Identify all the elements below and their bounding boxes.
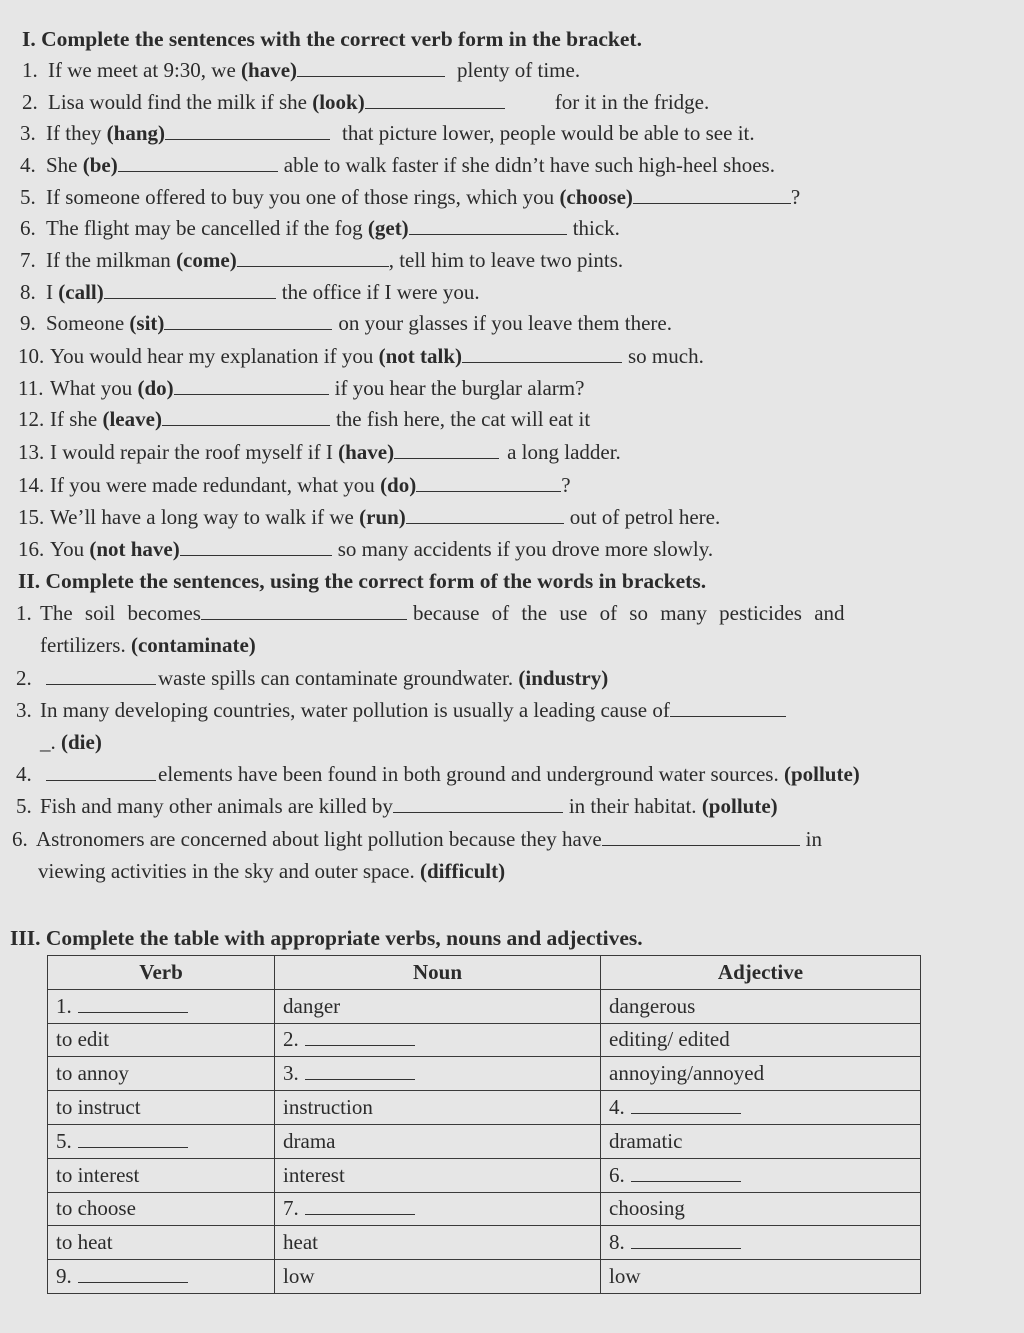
verb-cue: (get)	[367, 216, 409, 240]
item-number: 4.	[16, 762, 32, 786]
item-number: 7.	[20, 248, 36, 272]
cell-adjective	[601, 1192, 921, 1226]
blank-number: 1.	[56, 993, 72, 1018]
answer-blank[interactable]	[393, 794, 563, 813]
item-text: elements have been found in both ground and underground water sources.	[158, 762, 779, 786]
cell-adjective	[601, 1023, 921, 1057]
answer-blank[interactable]	[409, 216, 567, 235]
item-number: 14.	[18, 473, 45, 497]
table-row	[48, 1226, 921, 1260]
cell-text: choosing	[609, 1196, 685, 1221]
cell-verb[interactable]	[48, 1260, 275, 1294]
answer-blank[interactable]	[174, 376, 329, 395]
item-number: 13.	[18, 440, 45, 464]
item-number: 1.	[16, 601, 32, 625]
item-text: If the milkman	[46, 248, 177, 272]
cell-text: to interest	[56, 1162, 140, 1187]
verb-cue: (do)	[380, 473, 417, 497]
table-row	[48, 1057, 921, 1091]
exercise-1-item	[18, 503, 720, 531]
item-text-end: on your glasses if you leave them there.	[338, 311, 672, 335]
item-text: You would hear my explanation if you	[50, 344, 379, 368]
blank-number: 5.	[56, 1128, 72, 1153]
cell-noun	[275, 1124, 601, 1158]
item-text: We’ll have a long way to walk if we	[50, 505, 360, 529]
cell-verb	[48, 1158, 275, 1192]
item-text: Astronomers are concerned about light pollution because they have	[36, 827, 602, 851]
blank-number: 8.	[609, 1230, 625, 1255]
cell-adjective	[601, 1057, 921, 1091]
item-text: fertilizers.	[40, 633, 126, 657]
verb-cue: (have)	[241, 58, 298, 82]
item-text: I	[46, 280, 59, 304]
answer-blank[interactable]	[46, 762, 156, 781]
item-number: 5.	[16, 794, 32, 818]
cell-noun[interactable]	[275, 1192, 601, 1226]
item-text-end: out of petrol here.	[569, 505, 721, 529]
item-number: 1.	[22, 58, 38, 82]
item-text-end: that picture lower, people would be able to see it.	[342, 121, 755, 145]
answer-blank[interactable]	[164, 311, 332, 330]
answer-blank[interactable]	[118, 153, 278, 172]
answer-blank[interactable]	[180, 537, 332, 556]
cell-text: to choose	[56, 1196, 136, 1221]
answer-blank[interactable]	[165, 121, 330, 140]
cell-text: drama	[283, 1128, 336, 1153]
answer-blank[interactable]	[237, 248, 389, 267]
exercise-2-item	[16, 599, 845, 627]
cell-noun	[275, 1226, 601, 1260]
exercise-1-item	[18, 405, 590, 433]
word-cue: (pollute)	[701, 794, 778, 818]
exercise-1-item	[20, 246, 623, 274]
item-text-end: because of the use of so many pesticides and	[412, 601, 845, 625]
cell-text: annoying/annoyed	[609, 1061, 765, 1086]
cell-verb[interactable]	[48, 989, 275, 1023]
cell-text: to edit	[56, 1027, 110, 1052]
item-text: If we meet at 9:30, we	[48, 58, 242, 82]
item-text-end: in	[805, 827, 822, 851]
table-row	[48, 989, 921, 1023]
verb-cue: (leave)	[102, 407, 162, 431]
table-row	[48, 1192, 921, 1226]
cell-adjective	[601, 1260, 921, 1294]
blank-number: 9.	[56, 1264, 72, 1289]
item-text-end: in their habitat.	[568, 794, 697, 818]
exercise-2-item	[16, 696, 792, 724]
answer-blank[interactable]	[297, 58, 445, 77]
cell-text: danger	[283, 993, 341, 1018]
item-text-end: ?	[790, 185, 801, 209]
verb-cue: (call)	[58, 280, 104, 304]
verb-cue: (sit)	[129, 311, 165, 335]
blank-number: 7.	[283, 1196, 299, 1221]
cell-noun[interactable]	[275, 1057, 601, 1091]
item-text-end: the fish here, the cat will eat it	[335, 407, 591, 431]
item-number: 3.	[20, 121, 36, 145]
item-text-end: , tell him to leave two pints.	[388, 248, 624, 272]
word-cue: (contaminate)	[130, 633, 256, 657]
answer-blank[interactable]	[365, 90, 505, 109]
answer-blank[interactable]	[633, 185, 791, 204]
cell-noun	[275, 989, 601, 1023]
cell-adjective[interactable]	[601, 1091, 921, 1125]
cell-verb	[48, 1192, 275, 1226]
cell-adjective[interactable]	[601, 1158, 921, 1192]
item-text: _.	[40, 730, 56, 754]
word-cue: (difficult)	[419, 859, 506, 883]
item-text: If you were made redundant, what you	[50, 473, 381, 497]
exercise-2-item-continuation	[40, 631, 256, 659]
cell-text: to instruct	[56, 1095, 141, 1120]
answer-blank[interactable]	[305, 1200, 415, 1215]
cell-verb[interactable]	[48, 1124, 275, 1158]
exercise-1-item	[20, 309, 672, 337]
table-row	[48, 1091, 921, 1125]
item-number: 11.	[18, 376, 44, 400]
item-text-end: so much.	[628, 344, 704, 368]
header-adjective: Adjective	[601, 956, 921, 990]
item-text-end: thick.	[572, 216, 620, 240]
section-2-title: II. Complete the sentences, using the correct form of the words in brackets.	[18, 569, 707, 593]
item-text: viewing activities in the sky and outer space.	[38, 859, 415, 883]
answer-blank[interactable]	[162, 407, 330, 426]
table-row	[48, 1260, 921, 1294]
item-text: She	[46, 153, 83, 177]
exercise-2-item	[12, 825, 822, 853]
cell-verb	[48, 1091, 275, 1125]
verb-cue: (have)	[338, 440, 395, 464]
cell-text: instruction	[283, 1095, 373, 1120]
item-number: 2.	[16, 666, 32, 690]
answer-blank[interactable]	[631, 1167, 741, 1182]
exercise-2-item	[16, 792, 778, 820]
item-number: 15.	[18, 505, 45, 529]
item-text: The soil becomes	[40, 601, 201, 625]
item-text-end: if you hear the burglar alarm?	[334, 376, 585, 400]
cell-text: dangerous	[609, 993, 696, 1018]
blank-number: 4.	[609, 1095, 625, 1120]
cell-noun	[275, 1091, 601, 1125]
cell-adjective	[601, 1124, 921, 1158]
answer-blank[interactable]	[78, 998, 188, 1013]
item-number: 6.	[20, 216, 36, 240]
answer-blank[interactable]	[46, 666, 156, 685]
verb-cue: (run)	[359, 505, 406, 529]
item-text: In many developing countries, water pollution is usually a leading cause of	[40, 698, 670, 722]
table-row	[48, 1158, 921, 1192]
blank-number: 6.	[609, 1162, 625, 1187]
answer-blank[interactable]	[305, 1031, 415, 1046]
cell-text: low	[283, 1264, 315, 1289]
cell-text: low	[609, 1264, 641, 1289]
cell-text: heat	[283, 1230, 318, 1255]
item-text: You	[50, 537, 90, 561]
item-number: 2.	[22, 90, 38, 114]
answer-blank[interactable]	[305, 1065, 415, 1080]
header-verb: Verb	[48, 956, 275, 990]
cell-adjective[interactable]	[601, 1226, 921, 1260]
cell-text: to heat	[56, 1230, 113, 1255]
answer-blank[interactable]	[602, 827, 800, 846]
header-noun: Noun	[275, 956, 601, 990]
exercise-2-item-continuation	[38, 857, 505, 885]
item-text: Someone	[46, 311, 130, 335]
verb-cue: (be)	[82, 153, 118, 177]
cell-text: interest	[283, 1162, 345, 1187]
verb-cue: (hang)	[106, 121, 166, 145]
cell-noun[interactable]	[275, 1023, 601, 1057]
exercise-1-item	[18, 342, 704, 370]
word-form-table	[47, 955, 921, 1294]
word-cue: (industry)	[518, 666, 609, 690]
answer-blank[interactable]	[631, 1234, 741, 1249]
exercise-1-item	[22, 56, 580, 84]
item-text: What you	[50, 376, 138, 400]
exercise-1-item	[20, 151, 775, 179]
exercise-1-item	[18, 374, 584, 402]
item-text-end: the office if I were you.	[281, 280, 480, 304]
word-cue: (pollute)	[783, 762, 860, 786]
cell-verb	[48, 1057, 275, 1091]
item-text-end: so many accidents if you drove more slowly.	[337, 537, 714, 561]
item-text-end: ?	[561, 473, 571, 497]
answer-blank[interactable]	[201, 601, 407, 620]
verb-cue: (do)	[137, 376, 174, 400]
verb-cue: (choose)	[559, 185, 633, 209]
answer-blank[interactable]	[78, 1133, 188, 1148]
item-number: 5.	[20, 185, 36, 209]
cell-verb	[48, 1023, 275, 1057]
item-number: 8.	[20, 280, 36, 304]
cell-text: dramatic	[609, 1128, 683, 1153]
item-text: The flight may be cancelled if the fog	[46, 216, 368, 240]
answer-blank[interactable]	[462, 344, 622, 363]
item-text-end: a long ladder.	[507, 440, 621, 464]
verb-cue: (not have)	[89, 537, 180, 561]
cell-text: editing/ edited	[609, 1027, 730, 1052]
answer-blank[interactable]	[631, 1099, 741, 1114]
item-number: 16.	[18, 537, 45, 561]
item-text-end: plenty of time.	[457, 58, 581, 82]
exercise-1-item	[18, 438, 621, 466]
blank-number: 2.	[283, 1027, 299, 1052]
item-number: 6.	[12, 827, 28, 851]
item-text: If they	[46, 121, 107, 145]
exercise-1-item	[18, 535, 713, 563]
verb-cue: (look)	[312, 90, 365, 114]
answer-blank[interactable]	[406, 505, 564, 524]
item-number: 10.	[18, 344, 45, 368]
item-number: 4.	[20, 153, 36, 177]
answer-blank[interactable]	[104, 280, 276, 299]
item-number: 12.	[18, 407, 45, 431]
exercise-1-item	[22, 88, 709, 116]
exercise-1-item	[20, 278, 480, 306]
item-text: Lisa would find the milk if she	[48, 90, 313, 114]
item-text: If she	[50, 407, 103, 431]
item-number: 3.	[16, 698, 32, 722]
answer-blank[interactable]	[394, 440, 499, 459]
blank-number: 3.	[283, 1061, 299, 1086]
exercise-1-item	[20, 214, 620, 242]
table-row	[48, 1023, 921, 1057]
section-3-title: III. Complete the table with appropriate verbs, nouns and adjectives.	[10, 926, 643, 950]
item-text: If someone offered to buy you one of those rings, which you	[46, 185, 560, 209]
cell-noun	[275, 1158, 601, 1192]
section-1-title: I. Complete the sentences with the correct verb form in the bracket.	[22, 27, 642, 51]
table-row	[48, 1124, 921, 1158]
answer-blank[interactable]	[416, 473, 561, 492]
exercise-2-item	[16, 760, 860, 788]
cell-noun	[275, 1260, 601, 1294]
item-text: I would repair the roof myself if I	[50, 440, 339, 464]
cell-text: to annoy	[56, 1061, 129, 1086]
item-text: Fish and many other animals are killed by	[40, 794, 393, 818]
exercise-1-item	[20, 183, 800, 211]
item-text-end: for it in the fridge.	[554, 90, 710, 114]
cell-adjective	[601, 989, 921, 1023]
word-cue: (die)	[61, 730, 102, 754]
exercise-1-item	[18, 471, 571, 499]
cell-verb	[48, 1226, 275, 1260]
item-text-end: able to walk faster if she didn’t have such high-heel shoes.	[283, 153, 775, 177]
answer-blank[interactable]	[78, 1268, 188, 1283]
item-text: waste spills can contaminate groundwater.	[158, 666, 514, 690]
answer-blank[interactable]	[670, 698, 786, 717]
exercise-2-item	[16, 664, 608, 692]
exercise-2-item-continuation	[40, 728, 102, 756]
exercise-1-item	[20, 119, 755, 147]
verb-cue: (not talk)	[378, 344, 462, 368]
item-number: 9.	[20, 311, 36, 335]
verb-cue: (come)	[176, 248, 237, 272]
